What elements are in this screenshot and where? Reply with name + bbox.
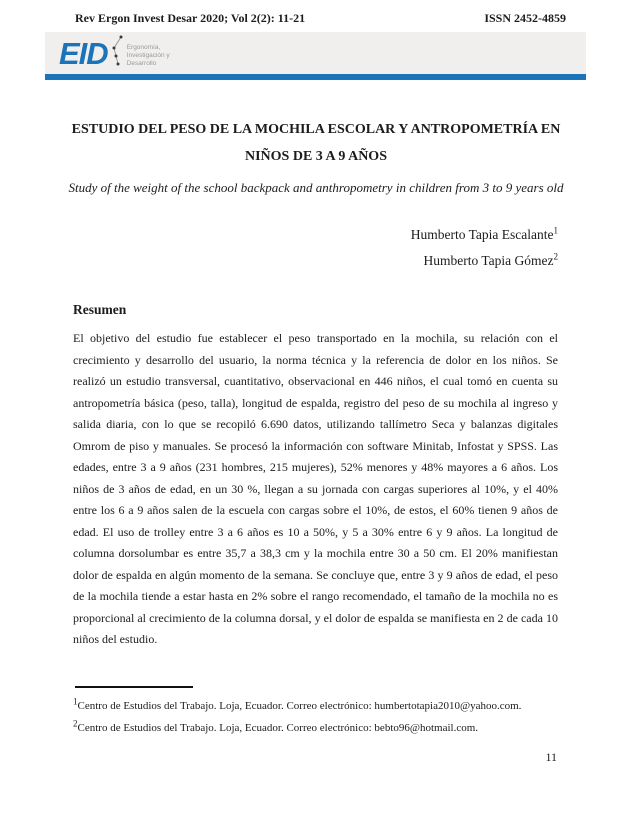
constellation-dots-icon <box>111 34 125 70</box>
running-header <box>75 11 566 26</box>
abstract-text: El objetivo del estudio fue establecer el peso transportado en la mochila, su relación con el crecimiento y desarrollo del usuario, la norma técnica y la referencia de dolor en los niños. Se realizó un estudio transversal, cuantitativo, observacional en 446 niños, el cual tomó en cuenta su antropometría básica (peso, talla), longitud de espalda, registro del peso de su mochila al ingreso y salida diaria, con lo que se recopiló 6.690 datos, utilizando tallímetro Seca y balanzas digitales Omrom de piso y manuales. Se procesó la información con software Minitab, Infostat y SPSS. Las edades, entre 3 a 9 años (231 hombres, 215 mujeres), 52% menores y 48% mayores a 6 años. Los niños de 3 años de edad, en un 30 %, llegan a su jornada con cargas superiores al 10%, y el 40% entre los 6 a 9 años salen de la escuela con cargas sobre el 10%, de estos, el 60% tienen 9 años de edad. El uso de trolley entre 3 a 6 años es 10 a 50%, y 5 a 30% entre 6 y 9 años. La longitud de columna dorsolumbar es entre 35,7 a 38,3 cm y la mochila entre 30 a 50 cm. El 20% manifiestan dolor de espalda en algún momento de la semana. Se concluye que, entre 3 y 9 años de edad, el peso de la mochila tiende a estar hasta en 2% sobre el rango recomendado, el tamaño de la mochila no es proporcional al crecimiento de la columna dorsal, y el dolor de espalda se manifiesta en 2 de cada 10 niños del estudio. <box>73 331 558 646</box>
article-title-english: Study of the weight of the school backpack and anthropometry in children from 3 to 9 years old <box>68 180 564 195</box>
footnote-1-text: Centro de Estudios del Trabajo. Loja, Ecuador. Correo electrónico: humbertotapia2010@yahoo.com. <box>77 700 522 712</box>
footnote-2-text: Centro de Estudios del Trabajo. Loja, Ecuador. Correo electrónico: bebto96@hotmail.com. <box>77 722 479 734</box>
footnote-1 <box>73 695 558 717</box>
footnote-2-marker: 2 <box>73 718 78 729</box>
journal-reference: Rev Ergon Invest Desar 2020; Vol 2(2): 11-21 <box>75 11 306 25</box>
author-2-name: Humberto Tapia Gómez <box>423 253 554 268</box>
logo-tagline-line-1: Ergonomía, <box>126 44 161 51</box>
footnote-section <box>73 695 558 739</box>
logo-tagline-text <box>127 38 170 68</box>
eid-logo-text: EID <box>59 35 108 71</box>
footnote-separator-rule <box>75 686 193 688</box>
footnote-2 <box>73 717 558 739</box>
journal-banner <box>45 32 586 74</box>
footnote-1-marker: 1 <box>73 696 78 707</box>
banner-divider-rule <box>45 74 586 80</box>
author-2-footnote-ref: 2 <box>553 251 558 262</box>
author-2 <box>73 248 558 274</box>
journal-logo <box>59 36 170 70</box>
abstract-heading: Resumen <box>73 302 127 317</box>
page-number: 11 <box>545 750 557 764</box>
issn-number: ISSN 2452-4859 <box>484 11 566 25</box>
author-list <box>73 222 558 274</box>
author-1-footnote-ref: 1 <box>553 225 558 236</box>
logo-tagline-line-3: Desarrollo <box>126 60 157 67</box>
author-1 <box>73 222 558 248</box>
logo-tagline <box>111 36 170 70</box>
logo-tagline-line-2: Investigación y <box>126 52 170 59</box>
author-1-name: Humberto Tapia Escalante <box>410 227 554 242</box>
article-title-spanish: ESTUDIO DEL PESO DE LA MOCHILA ESCOLAR Y ANTROPOMETRÍA EN NIÑOS DE 3 A 9 AÑOS <box>71 122 561 164</box>
